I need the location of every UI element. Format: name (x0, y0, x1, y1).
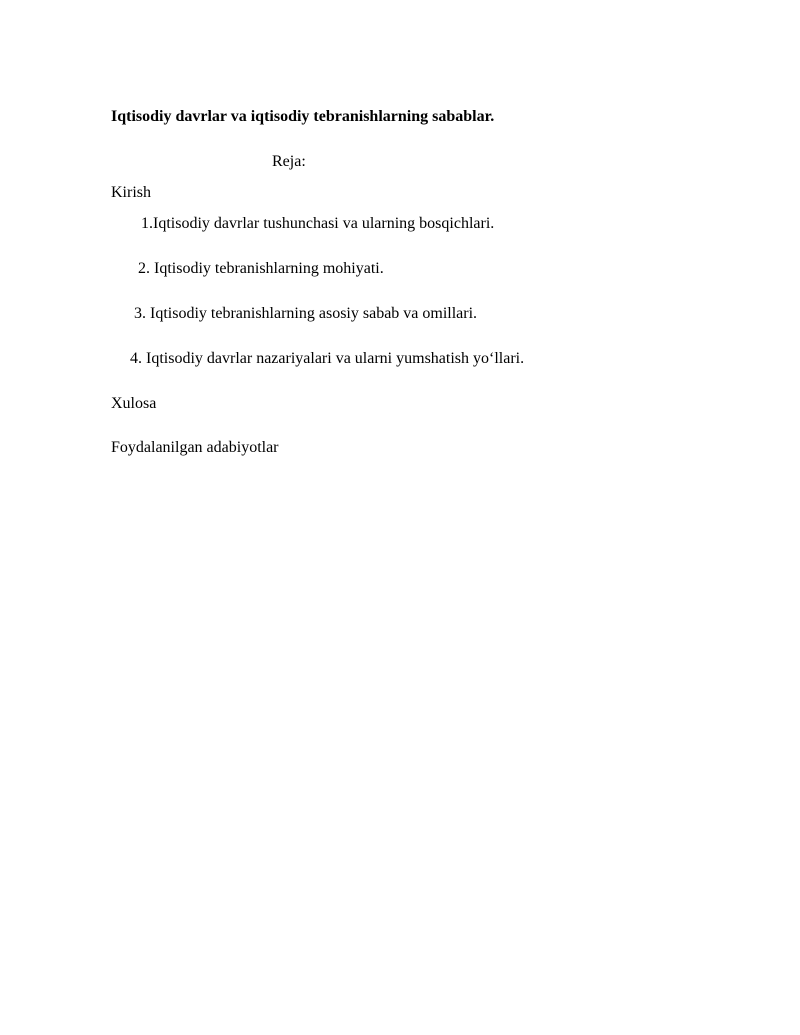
plan-item: 2. Iqtisodiy tebranishlarning mohiyati. (138, 260, 384, 277)
plan-heading: Reja: (272, 153, 306, 170)
plan-item: 3. Iqtisodiy tebranishlarning asosiy sabab va omillari. (134, 305, 478, 322)
document-title: Iqtisodiy davrlar va iqtisodiy tebranishlarning sabablar. (111, 108, 495, 125)
plan-item: 4. Iqtisodiy davrlar nazariyalari va ularni yumshatish yo‘llari. (130, 350, 525, 367)
section-references: Foydalanilgan adabiyotlar (111, 439, 279, 456)
section-conclusion: Xulosa (111, 395, 157, 412)
plan-item: 1.Iqtisodiy davrlar tushunchasi va ularning bosqichlari. (141, 215, 495, 232)
section-intro: Kirish (111, 184, 151, 201)
